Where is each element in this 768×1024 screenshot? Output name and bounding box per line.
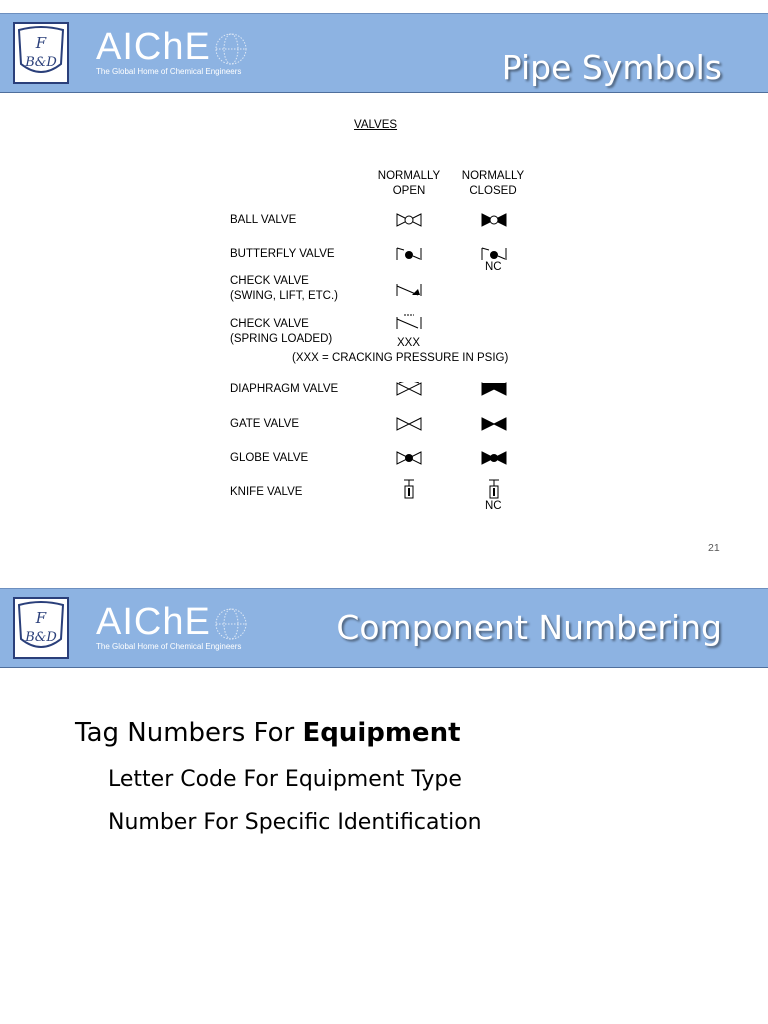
diaphragm-valve-open-icon	[396, 382, 422, 396]
aiche-wordmark: AIChE	[96, 601, 211, 643]
svg-text:F: F	[35, 34, 47, 52]
column-header-open: NORMALLY OPEN	[377, 170, 441, 197]
slide-title: Pipe Symbols	[501, 48, 722, 87]
row-label: GATE VALVE	[230, 418, 300, 430]
row-label: BUTTERFLY VALVE	[230, 248, 335, 260]
svg-text:F: F	[35, 609, 47, 627]
aiche-tagline: The Global Home of Chemical Engineers	[96, 642, 242, 651]
sub-bullet: Number For Specific Identification	[108, 810, 482, 835]
row-label: CHECK VALVE (SPRING LOADED)	[230, 318, 333, 345]
row-label: BALL VALVE	[230, 214, 297, 226]
diaphragm-valve-closed-icon	[481, 382, 507, 396]
row-label: KNIFE VALVE	[230, 486, 303, 498]
bullet-main	[75, 718, 461, 748]
gate-valve-open-icon	[396, 417, 422, 431]
ball-valve-closed-icon	[481, 213, 507, 227]
page-number: 21	[708, 542, 720, 554]
globe-valve-closed-icon	[481, 451, 507, 465]
aiche-tagline: The Global Home of Chemical Engineers	[96, 67, 242, 76]
open-note: XXX	[397, 337, 421, 349]
closed-note: NC	[485, 500, 502, 512]
column-header-closed: NORMALLY CLOSED	[461, 170, 525, 197]
cracking-note: (XXX = CRACKING PRESSURE IN PSIG)	[292, 352, 509, 364]
sub-bullet: Letter Code For Equipment Type	[108, 767, 462, 792]
knife-valve-closed-icon	[487, 479, 501, 499]
check-valve-spring-icon	[396, 314, 422, 330]
bullet-main-text: Tag Numbers For	[75, 718, 303, 748]
butterfly-valve-closed-icon	[481, 247, 507, 261]
svg-text:B&D: B&D	[25, 630, 57, 645]
globe-valve-open-icon	[396, 451, 422, 465]
ball-valve-open-icon	[396, 213, 422, 227]
globe-icon	[214, 607, 248, 641]
slide-title: Component Numbering	[336, 608, 722, 647]
closed-note: NC	[485, 261, 502, 273]
knife-valve-open-icon	[402, 479, 416, 499]
row-label: CHECK VALVE (SWING, LIFT, ETC.)	[230, 275, 338, 302]
svg-text:B&D: B&D	[25, 55, 57, 70]
gate-valve-closed-icon	[481, 417, 507, 431]
butterfly-valve-open-icon	[396, 247, 422, 261]
row-label: DIAPHRAGM VALVE	[230, 383, 339, 395]
slide-gap	[0, 575, 768, 588]
slide-header	[0, 588, 768, 668]
check-valve-swing-icon	[396, 283, 422, 297]
bullet-main-bold: Equipment	[302, 718, 461, 748]
crest-logo	[13, 597, 69, 659]
slide-component-numbering	[0, 588, 768, 1024]
aiche-wordmark: AIChE	[96, 26, 211, 68]
globe-icon	[214, 32, 248, 66]
row-label: GLOBE VALVE	[230, 452, 309, 464]
crest-logo	[13, 22, 69, 84]
section-heading: VALVES	[354, 119, 398, 131]
slide-header	[0, 13, 768, 93]
